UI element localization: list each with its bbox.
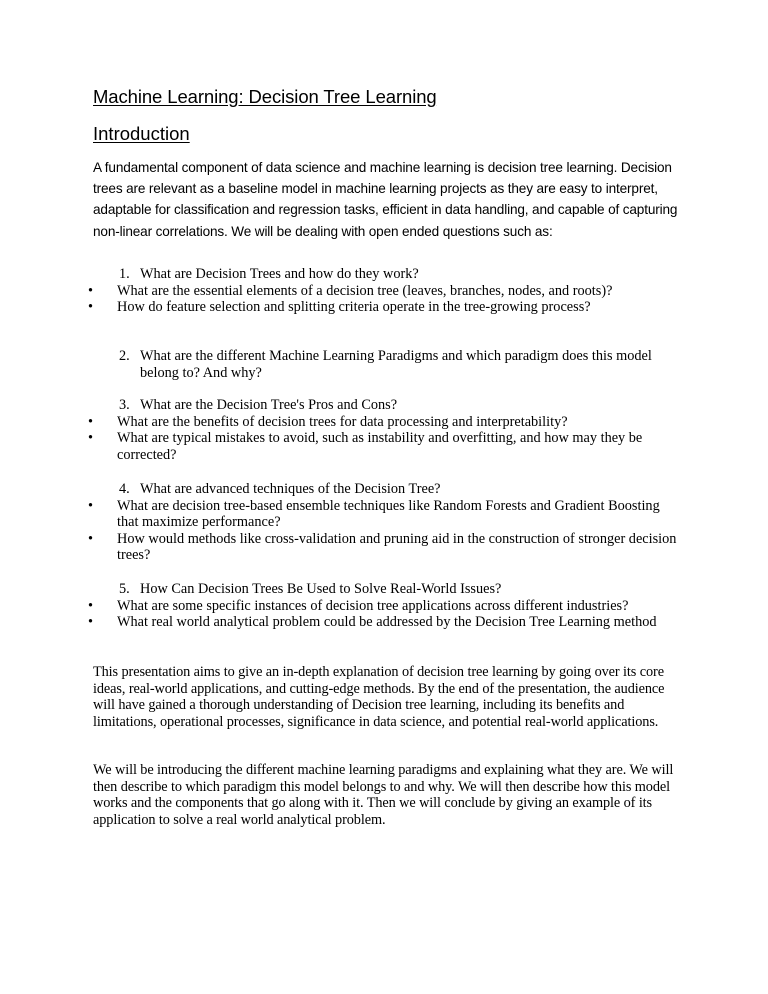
bullet-icon: • [88,530,94,547]
question-number: 4. [119,481,130,497]
question-group-2 [0,348,768,381]
numbered-question [0,481,680,498]
question-number: 5. [119,581,130,597]
bullet-text: What are typical mistakes to avoid, such as instability and overfitting, and how may they be corrected? [117,430,643,463]
question-text: What are Decision Trees and how do they work? [140,266,419,282]
question-text: What are the Decision Tree's Pros and Cons? [140,397,398,413]
document-title: Machine Learning: Decision Tree Learning [93,86,437,107]
numbered-question [0,348,680,381]
question-group-5 [0,581,768,631]
question-text: How Can Decision Trees Be Used to Solve Real-World Issues? [140,581,502,597]
bullet-item [0,414,680,431]
section-heading-introduction: Introduction [93,123,190,144]
bullet-item [0,283,680,300]
bullet-icon: • [88,413,94,430]
question-number: 2. [119,348,130,364]
question-group-4 [0,481,768,564]
bullet-icon: • [88,299,94,315]
numbered-question [0,581,680,598]
bullet-icon: • [88,497,94,514]
bullet-item [0,299,680,316]
bullet-item [0,614,680,631]
bullet-item [0,598,680,615]
bullet-icon: • [88,614,94,630]
bullet-item [0,430,680,463]
bullet-text: What are the essential elements of a decision tree (leaves, branches, nodes, and roots)? [117,282,613,299]
bullet-text: What are some specific instances of decision tree applications across different industries? [117,597,629,614]
paradigms-overview-paragraph: We will be introducing the different machine learning paradigms and explaining what they are. We will then describe to which paradigm this model belongs to and why. We will then describe how this model works and the components that go along with it. Then we will conclude by giving an example of its application to solve a real world analytical problem. [93,762,674,828]
bullet-item [0,498,680,531]
bullet-text: How do feature selection and splitting criteria operate in the tree-growing process? [117,299,591,315]
bullet-text: What are the benefits of decision trees for data processing and interpretability? [117,413,568,430]
bullet-item [0,531,680,564]
question-number: 1. [119,266,130,282]
question-number: 3. [119,397,130,413]
question-group-3 [0,397,768,463]
numbered-question [0,266,680,283]
bullet-text: What are decision tree-based ensemble techniques like Random Forests and Gradient Boosting that maximize performance? [117,497,660,530]
bullet-text: How would methods like cross-validation and pruning aid in the construction of stronger decision trees? [117,530,677,563]
presentation-aims-paragraph: This presentation aims to give an in-depth explanation of decision tree learning by going over its core ideas, real-world applications, and cutting-edge methods. By the end of the presentation, the audience will have gained a thorough understanding of Decision tree learning, including its benefits and limitations, operational processes, significance in data science, and potential real-world applications. [93,664,665,730]
question-text: What are the different Machine Learning Paradigms and which paradigm does this model belong to? And why? [140,348,652,381]
bullet-icon: • [88,430,94,446]
question-group-1 [0,266,768,316]
intro-paragraph: A fundamental component of data science and machine learning is decision tree learning. Decision trees are relevant as a baseline model in machine learning projects as they are easy to interpret, adaptable for classification and regression tasks, efficient in data handling, and capable of capturing non-linear correlations. We will be dealing with open ended questions such as: [93,160,678,239]
bullet-text: What real world analytical problem could be addressed by the Decision Tree Learning method [117,614,657,630]
bullet-icon: • [88,282,94,299]
numbered-question [0,397,680,414]
bullet-icon: • [88,597,94,614]
question-text: What are advanced techniques of the Decision Tree? [140,481,441,497]
